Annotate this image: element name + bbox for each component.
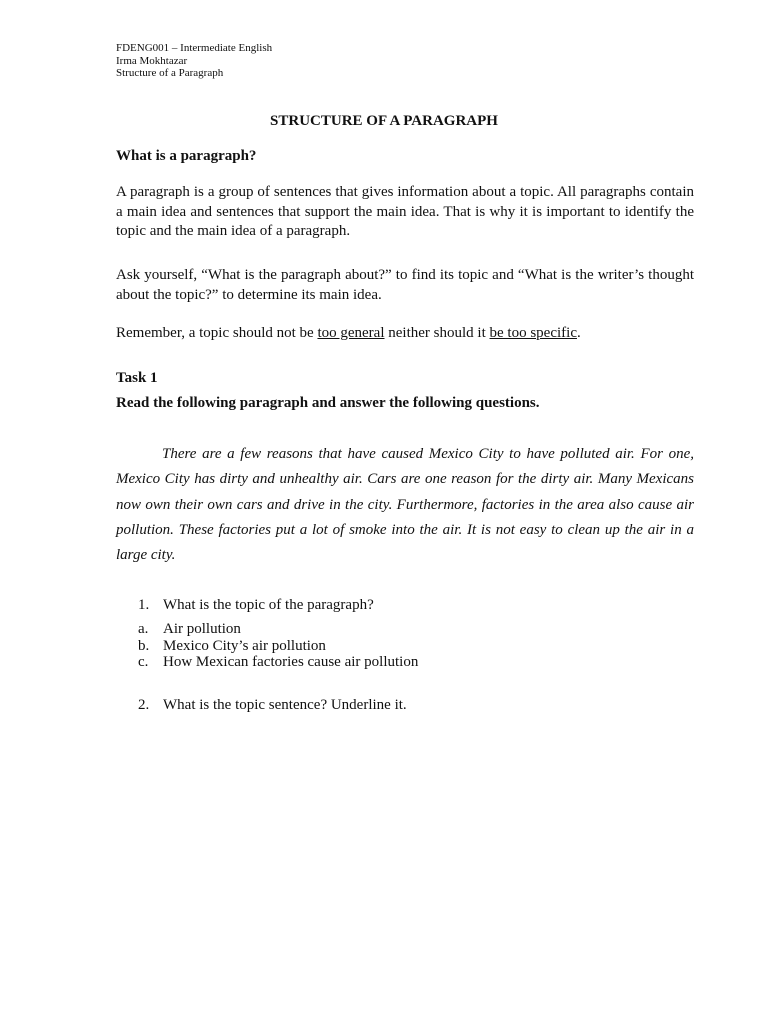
option-b	[138, 638, 418, 655]
remember-text-start: Remember, a topic should not be	[116, 325, 318, 341]
question-1	[138, 597, 374, 614]
page-header	[116, 42, 272, 80]
reading-passage: There are a few reasons that have caused Mexico City to have polluted air. For one, Mexico City has dirty and unhealthy air. Cars are one reason for the dirty air. Many Mexicans now own their own cars and drive in the city. Furthermore, factories in the area also cause air pollution. These factories put a lot of smoke into the air. It is not easy to clean up the air in a large city.	[116, 446, 694, 564]
question-2	[138, 697, 407, 714]
question-2-number: 2.	[138, 697, 150, 713]
task-instruction: Read the following paragraph and answer the following questions.	[116, 395, 540, 411]
option-c	[138, 654, 418, 671]
remember-text-end: .	[576, 325, 581, 341]
option-a-text: Air pollution	[163, 621, 241, 637]
header-subject: Structure of a Paragraph	[116, 67, 224, 79]
definition-paragraph: A paragraph is a group of sentences that gives information about a topic. All paragraphs contain a main idea and sentences that support the main idea. That is why it is important to identify the topic and the main idea of a paragraph.	[116, 184, 694, 239]
underline-too-general: too general	[317, 325, 385, 341]
question-1-options	[138, 621, 418, 671]
header-author: Irma Mokhtazar	[116, 54, 188, 67]
underline-too-specific: be too specific	[489, 325, 577, 341]
option-c-letter: c.	[138, 654, 149, 670]
task-label: Task 1	[116, 370, 158, 386]
header-course: FDENG001 – Intermediate English	[116, 42, 273, 54]
question-2-text: What is the topic sentence? Underline it.	[163, 697, 407, 713]
section-heading: What is a paragraph?	[116, 148, 257, 164]
option-c-text: How Mexican factories cause air pollution	[163, 654, 419, 670]
ask-yourself-paragraph: Ask yourself, “What is the paragraph about?” to find its topic and “What is the writer’s thought about the topic?” to determine its main idea.	[116, 267, 694, 303]
option-b-text: Mexico City’s air pollution	[163, 637, 326, 654]
remember-text-middle: neither should it	[384, 325, 490, 341]
option-a	[138, 621, 418, 638]
page-title: STRUCTURE OF A PARAGRAPH	[270, 113, 498, 129]
question-1-number: 1.	[138, 597, 150, 613]
question-1-text: What is the topic of the paragraph?	[163, 597, 374, 613]
remember-paragraph	[116, 325, 694, 342]
option-b-letter: b.	[138, 637, 150, 654]
option-a-letter: a.	[138, 621, 149, 637]
